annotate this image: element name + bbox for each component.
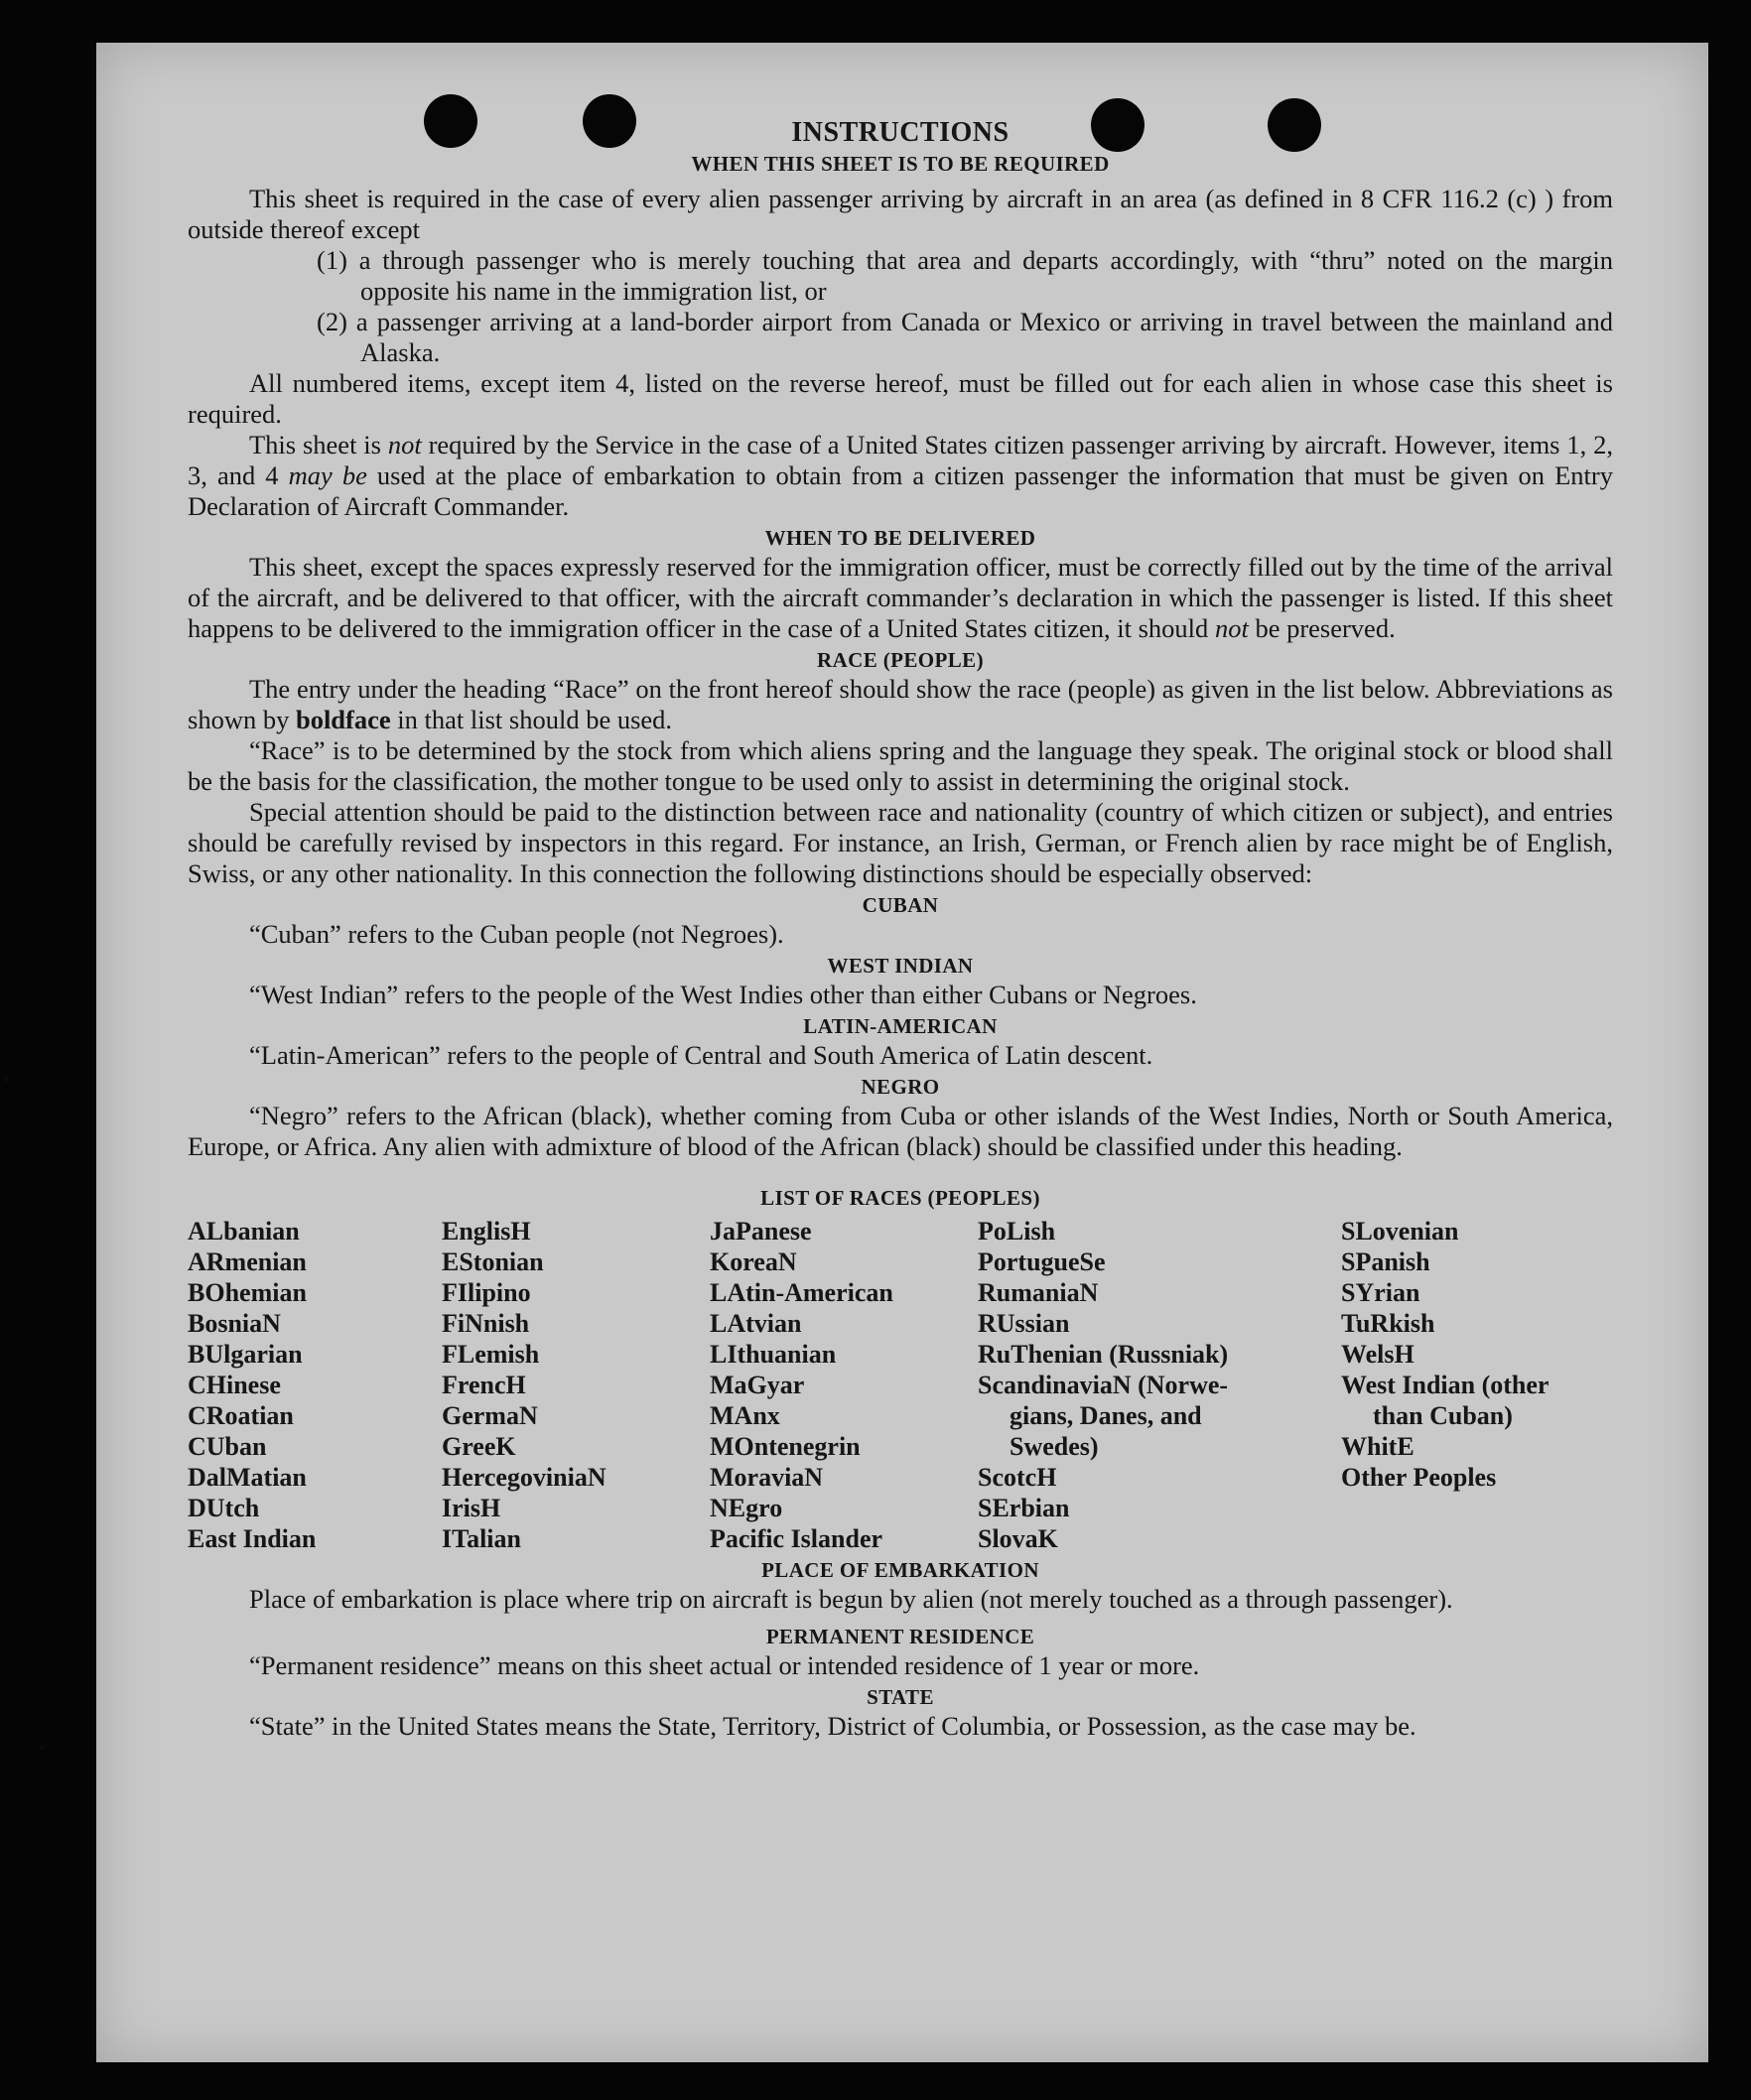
section-heading-required: WHEN THIS SHEET IS TO BE REQUIRED	[691, 152, 1110, 176]
race-entry: FLemish	[442, 1340, 540, 1369]
paragraph: This sheet is required in the case of every alien passenger arriving by aircraft in an area (as defined in 8 CFR 116.2 (c) ) from outside thereof except	[188, 184, 1613, 244]
paragraph: Special attention should be paid to the distinction between race and nationality (country of which citizen or subject), and entries should be carefully revised by inspectors in this regard. For instance, an Irish, German, or French alien by race might be of English, Swiss, or any other nationality. In this connection the following distinctions should be especially observed:	[188, 797, 1613, 888]
section-heading-embarkation: PLACE OF EMBARKATION	[761, 1558, 1039, 1582]
exception-item: (1) a through passenger who is merely touching that area and departs accordingly, with “thru” noted on the margin opposite his name in the immigration list, or	[317, 245, 1613, 306]
race-entry: SlovaK	[978, 1524, 1058, 1553]
race-entry: LAtin-American	[710, 1278, 893, 1307]
race-entry: HercegoviniaN	[442, 1463, 606, 1492]
race-entry: FiNnish	[442, 1309, 530, 1338]
race-entry: RUssian	[978, 1309, 1070, 1338]
race-entry: SLovenian	[1341, 1217, 1459, 1246]
race-entry: FrencH	[442, 1371, 526, 1399]
race-entry: PortugueSe	[978, 1247, 1106, 1276]
race-entry: EStonian	[442, 1247, 544, 1276]
race-entry: MOntenegrin	[710, 1432, 861, 1461]
paragraph: All numbered items, except item 4, listed on the reverse hereof, must be filled out for each alien in whose case this sheet is required.	[188, 368, 1613, 429]
race-entry: LIthuanian	[710, 1340, 837, 1369]
race-entry: SPanish	[1341, 1247, 1430, 1276]
race-entry: BOhemian	[188, 1278, 307, 1307]
race-entry: ALbanian	[188, 1217, 300, 1246]
definition-text: “West Indian” refers to the people of the West Indies other than either Cubans or Negroes.	[249, 980, 1197, 1009]
race-entry: ARmenian	[188, 1247, 307, 1276]
race-entry: West Indian (other	[1341, 1371, 1549, 1399]
race-entry: than Cuban)	[1373, 1401, 1513, 1430]
race-entry: Pacific Islander	[710, 1524, 883, 1553]
race-entry: RuThenian (Russniak)	[978, 1340, 1229, 1369]
race-entry: Other Peoples	[1341, 1463, 1497, 1492]
race-entry: EnglisH	[442, 1217, 531, 1246]
race-entry: SYrian	[1341, 1278, 1420, 1307]
race-entry: RumaniaN	[978, 1278, 1099, 1307]
race-entry: CHinese	[188, 1371, 281, 1399]
section-heading-latin-american: LATIN-AMERICAN	[803, 1014, 998, 1038]
section-heading-west-indian: WEST INDIAN	[827, 954, 974, 978]
race-entry: WelsH	[1341, 1340, 1414, 1369]
document-sheet	[96, 43, 1708, 2062]
definition-text: “State” in the United States means the State, Territory, District of Columbia, or Possession, as the case may be.	[249, 1711, 1416, 1741]
race-entry: CUban	[188, 1432, 267, 1461]
section-heading-delivered: WHEN TO BE DELIVERED	[764, 526, 1036, 550]
section-heading-race: RACE (PEOPLE)	[817, 648, 984, 672]
race-entry: East Indian	[188, 1524, 317, 1553]
race-entry: BosniaN	[188, 1309, 281, 1338]
race-entry: WhitE	[1341, 1432, 1414, 1461]
races-column	[442, 1216, 710, 1554]
race-entry: SErbian	[978, 1494, 1070, 1522]
race-entry: DUtch	[188, 1494, 260, 1522]
races-column	[188, 1216, 442, 1554]
race-entry: IrisH	[442, 1494, 501, 1522]
race-entry: GreeK	[442, 1432, 516, 1461]
race-entry: ITalian	[442, 1524, 521, 1553]
races-column	[1341, 1216, 1613, 1554]
race-entry: MAnx	[710, 1401, 780, 1430]
definition-text: Place of embarkation is place where trip on aircraft is begun by alien (not merely touched as a through passenger).	[249, 1584, 1453, 1614]
race-entry: GermaN	[442, 1401, 538, 1430]
race-entry: gians, Danes, and	[1010, 1401, 1202, 1430]
race-entry: DalMatian	[188, 1463, 307, 1492]
exception-item: (2) a passenger arriving at a land-border airport from Canada or Mexico or arriving in travel between the mainland and Alaska.	[317, 307, 1613, 367]
page-title: INSTRUCTIONS	[791, 117, 1010, 148]
race-entry: ScandinaviaN (Norwe-	[978, 1371, 1229, 1399]
race-entry: NEgro	[710, 1494, 783, 1522]
race-entry: LAtvian	[710, 1309, 802, 1338]
section-heading-races-list: LIST OF RACES (PEOPLES)	[760, 1186, 1040, 1210]
definition-text: “Cuban” refers to the Cuban people (not Negroes).	[249, 919, 784, 949]
scan-speck	[4, 1077, 9, 1082]
section-heading-state: STATE	[867, 1685, 934, 1709]
race-entry: MoraviaN	[710, 1463, 824, 1492]
paragraph: This sheet is not required by the Service in the case of a United States citizen passenger arriving by aircraft. However, items 1, 2, 3, and 4 may be used at the place of embarkation to obtain from a citizen passenger the information that must be given on Entry Declaration of Aircraft Commander.	[188, 430, 1613, 521]
race-entry: MaGyar	[710, 1371, 805, 1399]
races-column	[978, 1216, 1341, 1554]
race-entry: PoLish	[978, 1217, 1056, 1246]
race-entry: FIlipino	[442, 1278, 531, 1307]
definition-text: “Negro” refers to the African (black), whether coming from Cuba or other islands of the West Indies, North or South America, Europe, or Africa. Any alien with admixture of blood of the African (black) should be classified under this heading.	[188, 1101, 1613, 1161]
race-entry: BUlgarian	[188, 1340, 303, 1369]
race-entry: TuRkish	[1341, 1309, 1435, 1338]
paragraph: “Race” is to be determined by the stock from which aliens spring and the language they speak. The original stock or blood shall be the basis for the classification, the mother tongue to be used only to assist in determining the original stock.	[188, 735, 1613, 796]
race-entry: JaPanese	[710, 1217, 812, 1246]
section-heading-negro: NEGRO	[861, 1075, 940, 1099]
definition-text: “Permanent residence” means on this sheet actual or intended residence of 1 year or more.	[249, 1650, 1200, 1680]
definition-text: “Latin-American” refers to the people of Central and South America of Latin descent.	[249, 1040, 1153, 1070]
section-heading-cuban: CUBAN	[862, 893, 939, 917]
section-heading-residence: PERMANENT RESIDENCE	[765, 1625, 1035, 1648]
paragraph: The entry under the heading “Race” on the front hereof should show the race (people) as given in the list below. Abbreviations as shown by boldface in that list should be used.	[188, 674, 1613, 734]
races-column	[710, 1216, 978, 1554]
races-list	[188, 1216, 1613, 1554]
race-entry: Swedes)	[1010, 1432, 1099, 1461]
scan-speck	[40, 1745, 45, 1750]
race-entry: CRoatian	[188, 1401, 294, 1430]
race-entry: KoreaN	[710, 1247, 797, 1276]
race-entry: ScotcH	[978, 1463, 1057, 1492]
paragraph: This sheet, except the spaces expressly reserved for the immigration officer, must be correctly filled out by the time of the arrival of the aircraft, and be delivered to that officer, with the aircraft commander’s declaration in which the passenger is listed. If this sheet happens to be delivered to the immigration officer in the case of a United States citizen, it should not be preserved.	[188, 552, 1613, 643]
instructions-content	[188, 116, 1613, 1742]
